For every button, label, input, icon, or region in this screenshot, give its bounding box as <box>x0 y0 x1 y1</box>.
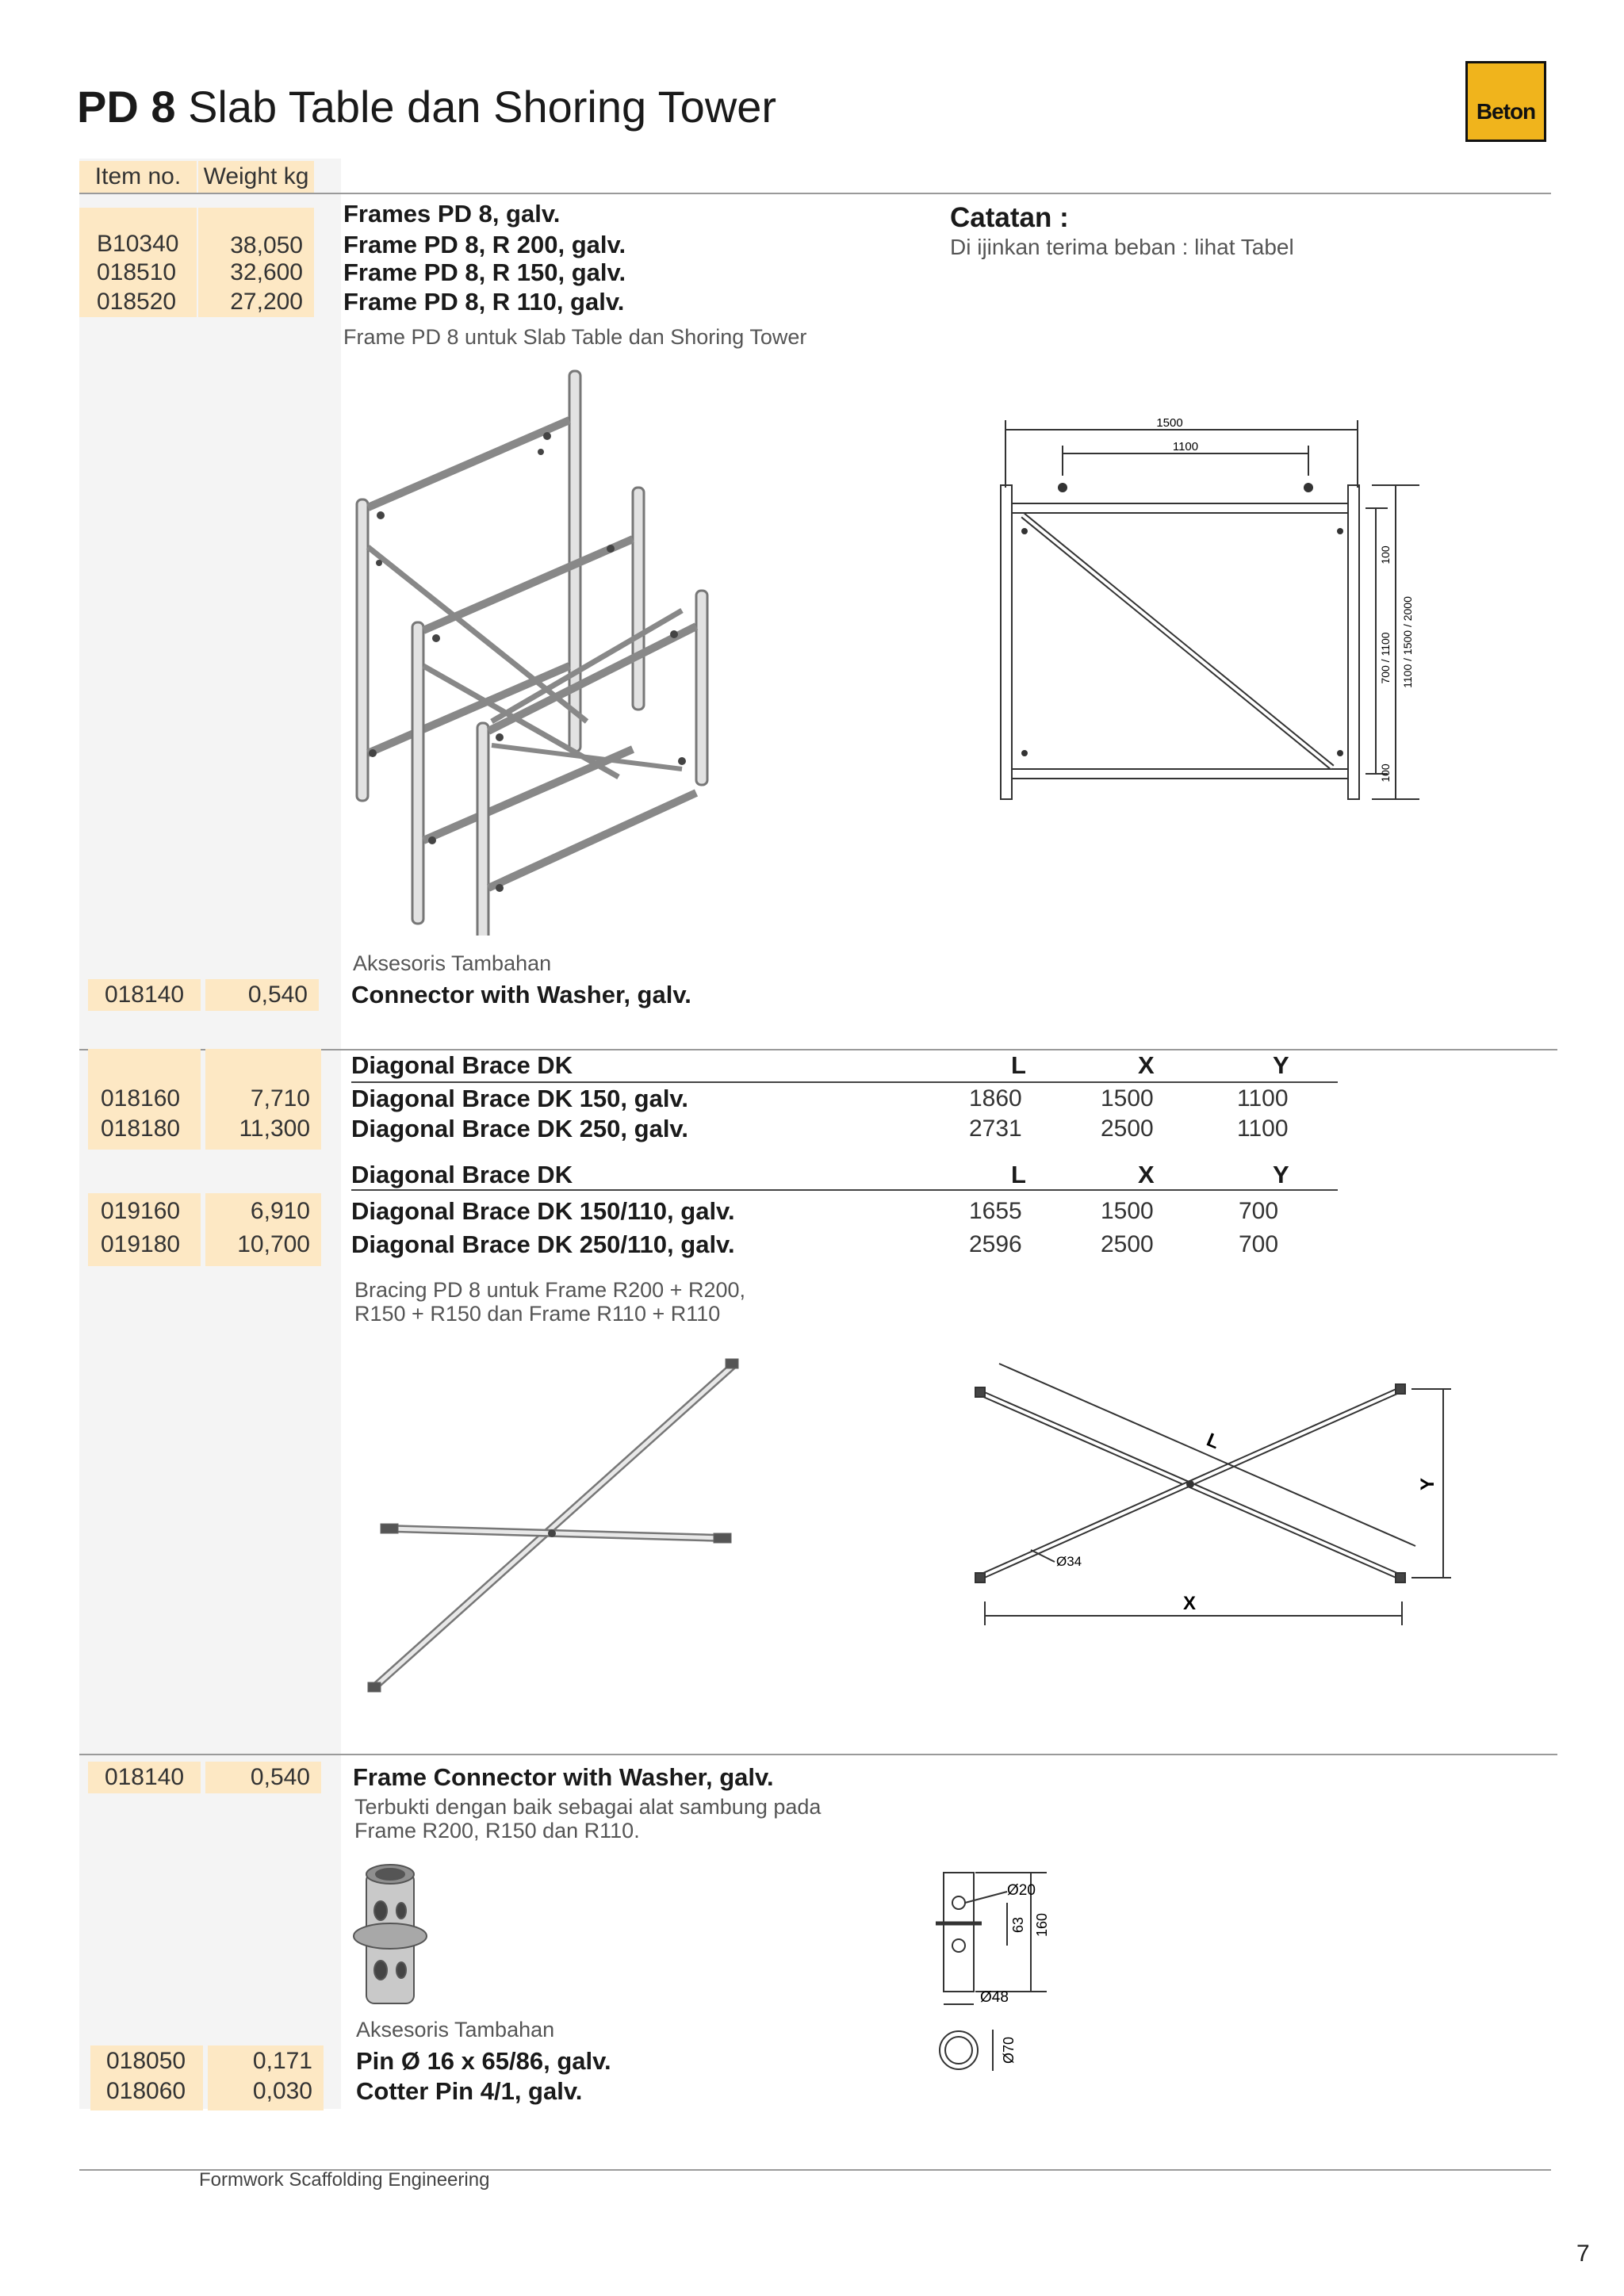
value-y: 700 <box>1239 1198 1279 1224</box>
dim-h-top: 100 <box>1379 545 1392 564</box>
item-number: 018510 <box>97 259 177 285</box>
item-number: 018160 <box>101 1085 181 1112</box>
dim-h-total: 1100 / 1500 / 2000 <box>1401 596 1414 688</box>
weight-value: 27,200 <box>230 289 303 315</box>
item-number: 019160 <box>101 1198 181 1224</box>
dim-h-mid: 700 / 1100 <box>1379 632 1392 684</box>
beton-logo <box>1465 61 1546 142</box>
connector-desc-line1: Terbukti dengan baik sebagai alat sambung pada <box>354 1795 822 1819</box>
dim-d20: Ø20 <box>1007 1882 1036 1899</box>
bracing-caption-line2: R150 + R150 dan Frame R110 + R110 <box>354 1302 721 1326</box>
frame-caption: Frame PD 8 untuk Slab Table dan Shoring Tower <box>343 325 807 349</box>
weight-value: 0,030 <box>252 2078 312 2104</box>
item-name: Cotter Pin 4/1, galv. <box>356 2077 583 2105</box>
accessory-name: Connector with Washer, galv. <box>351 981 691 1008</box>
dim-h-bot: 100 <box>1379 763 1392 783</box>
dim-w-inner: 1100 <box>1172 440 1199 453</box>
col-y-header: Y <box>1273 1161 1289 1188</box>
header-item-no: Item no. <box>79 161 197 193</box>
weight-value: 0,540 <box>205 1762 321 1793</box>
value-l: 1860 <box>969 1085 1022 1112</box>
col-x-header: X <box>1138 1161 1155 1188</box>
weight-value: 7,710 <box>250 1085 310 1112</box>
header-divider <box>79 193 1551 194</box>
value-l: 2596 <box>969 1231 1022 1257</box>
section-divider <box>79 1754 1557 1755</box>
frame-connector-illustration <box>349 1863 444 2014</box>
dim-d160: 160 <box>1034 1912 1050 1938</box>
value-x: 1500 <box>1101 1198 1154 1224</box>
item-name: Diagonal Brace DK 150/110, galv. <box>351 1197 735 1225</box>
col-x-header: X <box>1138 1051 1155 1079</box>
item-name: Diagonal Brace DK 250/110, galv. <box>351 1230 735 1258</box>
value-y: 700 <box>1239 1231 1279 1257</box>
brace-table-title: Diagonal Brace DK <box>351 1051 573 1079</box>
dim-dia-label: Ø34 <box>1056 1554 1082 1569</box>
item-name: Frame PD 8, R 200, galv. <box>343 231 626 258</box>
frames-group-title: Frames PD 8, galv. <box>343 200 561 228</box>
accessory-label: Aksesoris Tambahan <box>356 2018 555 2042</box>
footer-text: Formwork Scaffolding Engineering <box>199 2169 490 2191</box>
value-l: 1655 <box>969 1198 1022 1224</box>
brace-illustration <box>365 1348 745 1705</box>
connector-desc-line2: Frame R200, R150 dan R110. <box>354 1819 640 1843</box>
dim-d70: Ø70 <box>1001 2036 1017 2064</box>
frame-connector-dimension-drawing <box>928 1863 1110 2085</box>
header-weight: Weight kg <box>198 161 314 193</box>
bracing-caption-line1: Bracing PD 8 untuk Frame R200 + R200, <box>354 1278 746 1302</box>
dim-x-label: X <box>1182 1593 1197 1614</box>
item-name: Frame PD 8, R 110, galv. <box>343 288 625 316</box>
item-name: Diagonal Brace DK 250, galv. <box>351 1115 688 1142</box>
weight-value: 32,600 <box>230 259 303 285</box>
dim-w-outer: 1500 <box>1156 416 1183 430</box>
frames-isometric-illustration <box>333 349 745 936</box>
item-number: 018050 <box>106 2048 186 2074</box>
col-l-header: L <box>1011 1051 1026 1079</box>
table-divider <box>351 1081 1338 1083</box>
value-y: 1100 <box>1237 1085 1289 1112</box>
page-number: 7 <box>1576 2241 1590 2267</box>
item-number: 019180 <box>101 1231 181 1257</box>
value-y: 1100 <box>1237 1115 1289 1142</box>
item-name: Frame PD 8, R 150, galv. <box>343 258 626 286</box>
dim-d63: 63 <box>1010 1916 1026 1934</box>
weight-value: 6,910 <box>250 1198 310 1224</box>
brace-table-title: Diagonal Brace DK <box>351 1161 573 1188</box>
item-number: 018140 <box>88 979 201 1011</box>
dim-y-label: Y <box>1417 1477 1438 1491</box>
page-title: PD 8 Slab Table dan Shoring Tower <box>77 82 777 132</box>
frame-elevation-drawing <box>975 412 1443 848</box>
dim-l-label: L <box>1203 1429 1223 1454</box>
value-x: 2500 <box>1101 1115 1154 1142</box>
note-text: Di ijinkan terima beban : lihat Tabel <box>950 235 1294 259</box>
item-number: 018520 <box>97 289 177 315</box>
table-divider <box>351 1189 1338 1191</box>
weight-value: 38,050 <box>230 232 303 258</box>
weight-value: 10,700 <box>237 1231 310 1257</box>
brace-dimension-drawing <box>967 1348 1475 1633</box>
note-title: Catatan : <box>950 202 1069 233</box>
item-number: 018180 <box>101 1115 181 1142</box>
value-x: 1500 <box>1101 1085 1154 1112</box>
weight-value: 0,171 <box>252 2048 312 2074</box>
value-x: 2500 <box>1101 1231 1154 1257</box>
item-name: Pin Ø 16 x 65/86, galv. <box>356 2047 611 2075</box>
item-number: B10340 <box>97 231 179 257</box>
item-name: Diagonal Brace DK 150, galv. <box>351 1085 688 1112</box>
frame-connector-name: Frame Connector with Washer, galv. <box>353 1763 774 1791</box>
value-l: 2731 <box>969 1115 1022 1142</box>
col-l-header: L <box>1011 1161 1026 1188</box>
item-number: 018140 <box>88 1762 201 1793</box>
col-y-header: Y <box>1273 1051 1289 1079</box>
item-number: 018060 <box>106 2078 186 2104</box>
weight-value: 0,540 <box>205 979 319 1011</box>
dim-d48: Ø48 <box>980 1989 1009 2006</box>
logo-text: Beton <box>1476 99 1536 124</box>
accessory-label: Aksesoris Tambahan <box>353 951 552 975</box>
weight-value: 11,300 <box>239 1115 310 1142</box>
